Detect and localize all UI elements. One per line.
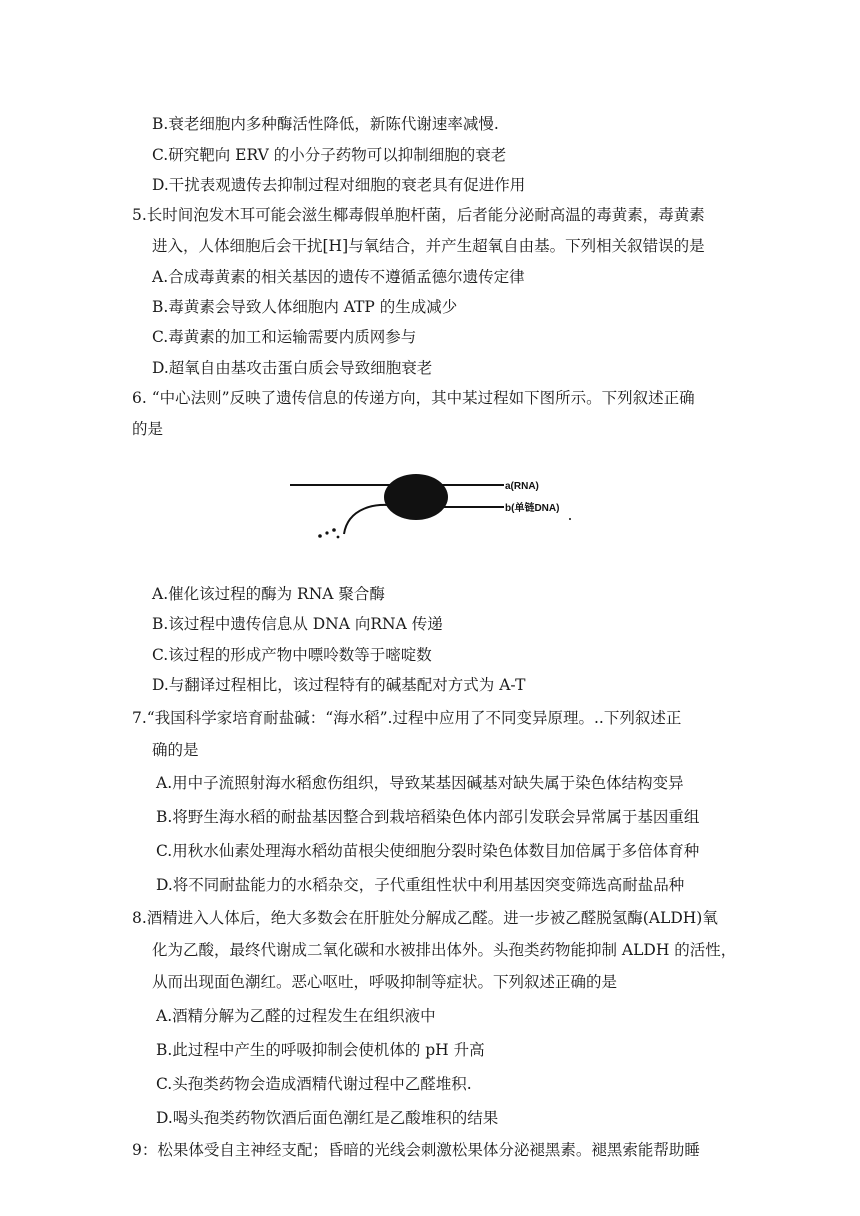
q8-stem: 8.酒精进入人体后，绝大多数会在肝脏处分解成乙醛。进一步被乙醛脱氢酶(ALDH)氧 — [132, 909, 718, 927]
q4-option-b: B.衰老细胞内多种酶活性降低，新陈代谢速率减慢. — [152, 115, 499, 133]
q5-option-d: D.超氧自由基攻击蛋白质会导致细胞衰老 — [152, 359, 433, 377]
label-b: b(单链DNA) — [505, 503, 560, 514]
dot — [318, 534, 322, 538]
q5-option-c: C.毒黄素的加工和运输需要内质网参与 — [152, 328, 417, 346]
q7-stem-cont: 确的是 — [152, 741, 199, 759]
q4-option-d: D.干扰表观遗传去抑制过程对细胞的衰老具有促进作用 — [152, 176, 526, 194]
q6-option-c: C.该过程的形成产物中嘌呤数等于嘧啶数 — [152, 646, 432, 664]
q7-option-d: D.将不同耐盐能力的水稻杂交，子代重组性状中利用基因突变筛选高耐盐品种 — [156, 876, 685, 894]
q6-stem: 6. “中心法则”反映了遗传信息的传递方向，其中某过程如下图所示。下列叙述正确 — [132, 389, 695, 407]
q8-stem-cont-2: 从而出现面色潮红。恶心呕吐，呼吸抑制等症状。下列叙述正确的是 — [152, 973, 618, 991]
q8-option-d: D.喝头孢类药物饮酒后面色潮红是乙酸堆积的结果 — [156, 1109, 499, 1127]
q7-option-a: A.用中子流照射海水稻愈伤组织，导致某基因碱基对缺失属于染色体结构变异 — [156, 774, 684, 792]
dot — [332, 528, 336, 532]
rna-strand — [344, 505, 396, 534]
q6-option-d: D.与翻译过程相比，该过程特有的碱基配对方式为 A-T — [152, 676, 526, 694]
transcription-diagram — [286, 468, 582, 548]
q7-option-c: C.用秋水仙素处理海水稻幼苗根尖使细胞分裂时染色体数目加倍属于多倍体育种 — [156, 842, 700, 860]
q8-option-a: A.酒精分解为乙醛的过程发生在组织液中 — [156, 1007, 436, 1025]
label-a: a(RNA) — [505, 481, 539, 492]
q4-option-c: C.研究靶向 ERV 的小分子药物可以抑制细胞的衰老 — [152, 146, 507, 164]
q5-option-a: A.合成毒黄素的相关基因的遗传不遵循孟德尔遗传定律 — [152, 268, 525, 286]
dot — [325, 531, 328, 534]
enzyme-blob — [384, 474, 448, 520]
q7-stem: 7.“我国科学家培育耐盐碱：“海水稻”.过程中应用了不同变异原理。..下列叙述正 — [132, 709, 682, 727]
dot — [569, 518, 571, 520]
q9-stem: 9：松果体受自主神经支配；昏暗的光线会刺激松果体分泌褪黑素。褪黑索能帮助睡 — [132, 1141, 700, 1159]
q6-stem-cont: 的是 — [132, 420, 164, 438]
q6-option-b: B.该过程中遗传信息从 DNA 向RNA 传递 — [152, 615, 443, 633]
q6-option-a: A.催化该过程的酶为 RNA 聚合酶 — [152, 585, 385, 603]
dot — [337, 536, 340, 539]
q8-option-c: C.头孢类药物会造成酒精代谢过程中乙醛堆积. — [156, 1075, 472, 1093]
q5-stem: 5.长时间泡发木耳可能会滋生椰毒假单胞杆菌，后者能分泌耐高温的毒黄素，毒黄素 — [132, 206, 705, 224]
q7-option-b: B.将野生海水稻的耐盐基因整合到栽培稻染色体内部引发联会异常属于基因重组 — [156, 808, 700, 826]
q5-option-b: B.毒黄素会导致人体细胞内 ATP 的生成减少 — [152, 298, 458, 316]
q8-stem-cont-1: 化为乙酸，最终代谢成二氧化碳和水被排出体外。头孢类药物能抑制 ALDH 的活性， — [152, 941, 737, 959]
q8-option-b: B.此过程中产生的呼吸抑制会使机体的 pH 升高 — [156, 1041, 485, 1059]
q5-stem-cont: 进入，人体细胞后会干扰[H]与氧结合，并产生超氧自由基。下列相关叙错误的是 — [152, 237, 705, 255]
